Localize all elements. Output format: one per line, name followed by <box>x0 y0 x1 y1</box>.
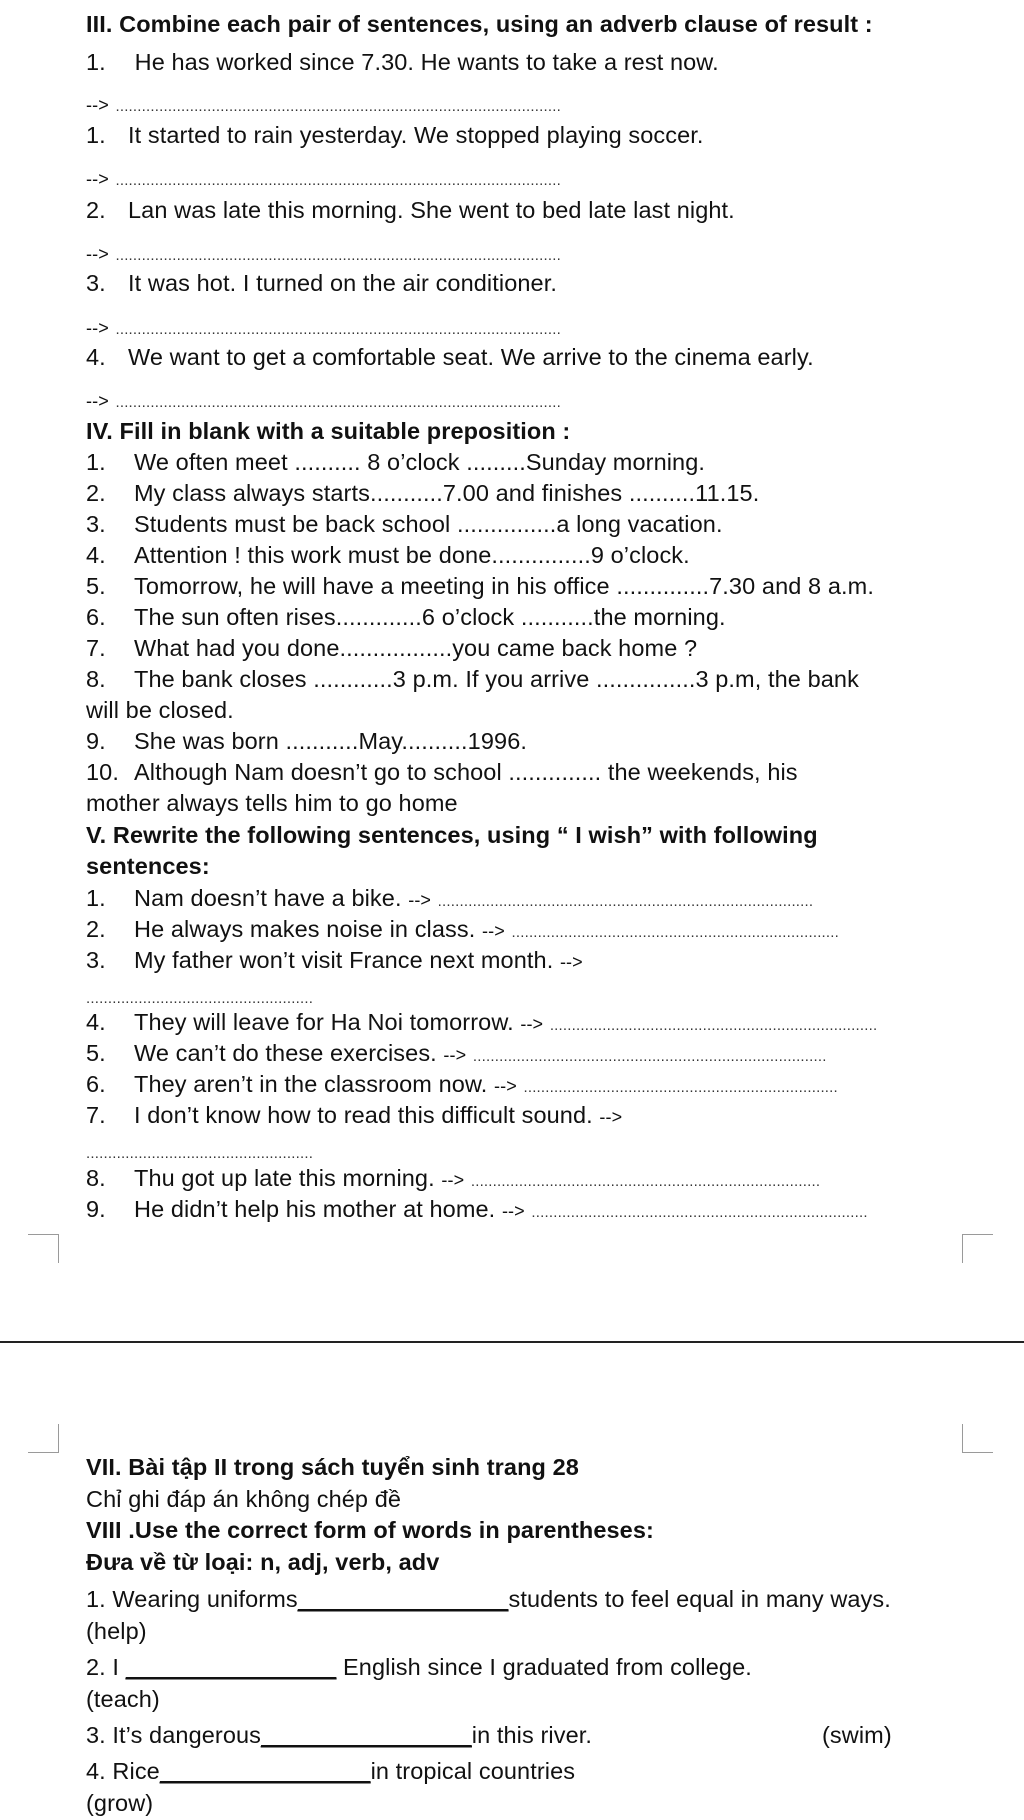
s8-blank-4[interactable]: ________________ <box>159 1758 371 1784</box>
s5-answer-5[interactable]: ................................................................................. <box>472 1048 827 1065</box>
s3-item-1: 1. He has worked since 7.30. He wants to take a rest now. <box>86 49 719 75</box>
s4-item-5: 5. Tomorrow, he will have a meeting in his office ..............7.30 and 8 a.m. <box>86 573 874 599</box>
s4-item-3: 3. Students must be back school ...............a long vacation. <box>86 511 723 537</box>
s5-item-2: 2. He always makes noise in class. --> ........................................................................... <box>86 916 840 942</box>
s4-item-1: 1. We often meet .......... 8 o’clock .........Sunday morning. <box>86 449 706 475</box>
s8-word-2: (teach) <box>86 1686 160 1712</box>
s3-item-5: 4. We want to get a comfortable seat. We arrive to the cinema early. <box>86 344 814 370</box>
s5-answer-8[interactable]: ................................................................................ <box>470 1173 821 1190</box>
s5-item-1: 1. Nam doesn’t have a bike. --> ...................................................................................... <box>86 885 814 911</box>
s4-item-4: 4. Attention ! this work must be done...............9 o’clock. <box>86 542 690 568</box>
s4-item-7: 7. What had you done.................you came back home ? <box>86 635 698 661</box>
s3-item-3: 2. Lan was late this morning. She went to bed late last night. <box>86 197 735 223</box>
page-divider <box>0 1341 1024 1343</box>
s8-blank-1[interactable]: ________________ <box>297 1586 509 1612</box>
s8-word-3: (swim) <box>822 1722 892 1748</box>
s5-item-5: 5. We can’t do these exercises. --> ................................................................................. <box>86 1040 827 1066</box>
crop-mark-top-right <box>962 1234 993 1263</box>
s8-blank-3[interactable]: ________________ <box>261 1722 472 1748</box>
s5-item-3: 3. My father won’t visit France next month. --> <box>86 947 583 973</box>
s5-answer-1[interactable]: ...................................................................................... <box>437 893 814 910</box>
s3-answer-4[interactable]: --> ...................................................................................................... <box>86 318 561 338</box>
s3-item-4: 3. It was hot. I turned on the air conditioner. <box>86 270 557 296</box>
section-7-note: Chỉ ghi đáp án không chép đề <box>86 1486 402 1512</box>
crop-mark-top-left <box>28 1234 59 1263</box>
section-8-title: VIII .Use the correct form of words in parentheses: <box>86 1517 654 1543</box>
s8-word-1: (help) <box>86 1618 147 1644</box>
section-5-title-line-2: sentences: <box>86 853 210 879</box>
s4-item-9: 9. She was born ...........May..........1996. <box>86 728 527 754</box>
s8-item-4: 4. Rice________________in tropical countries <box>86 1758 576 1784</box>
s5-item-6: 6. They aren’t in the classroom now. --> ........................................................................ <box>86 1071 838 1097</box>
s5-item-4: 4. They will leave for Ha Noi tomorrow. --> ........................................................................... <box>86 1009 878 1035</box>
s5-item-8: 8. Thu got up late this morning. --> ................................................................................ <box>86 1165 821 1191</box>
section-4-title: IV. Fill in blank with a suitable preposition : <box>86 418 571 444</box>
s4-item-10: 10. Although Nam doesn’t go to school .............. the weekends, his <box>86 759 798 785</box>
s8-blank-2[interactable]: ________________ <box>125 1654 337 1680</box>
s5-answer-6[interactable]: ........................................................................ <box>523 1079 838 1096</box>
s8-word-4: (grow) <box>86 1790 154 1816</box>
s4-item-2: 2. My class always starts...........7.00 and finishes ..........11.15. <box>86 480 760 506</box>
s4-item-8-continued: will be closed. <box>86 697 234 723</box>
section-7-title: VII. Bài tập II trong sách tuyển sinh trang 28 <box>86 1454 579 1480</box>
s4-item-10-continued: mother always tells him to go home <box>86 790 458 816</box>
section-8-note: Đưa về từ loại: n, adj, verb, adv <box>86 1549 440 1575</box>
section-3-title: III. Combine each pair of sentences, using an adverb clause of result : <box>86 11 873 37</box>
s5-item-7: 7. I don’t know how to read this difficult sound. --> <box>86 1102 623 1128</box>
s4-item-6: 6. The sun often rises.............6 o’clock ...........the morning. <box>86 604 726 630</box>
s3-answer-1[interactable]: --> ...................................................................................................... <box>86 95 561 115</box>
section-5-title-line-1: V. Rewrite the following sentences, using “ I wish” with following <box>86 822 818 848</box>
s8-item-1: 1. Wearing uniforms________________students to feel equal in many ways. <box>86 1586 891 1612</box>
s5-answer-7[interactable]: .................................................... <box>86 1145 314 1162</box>
s3-item-2: 1. It started to rain yesterday. We stopped playing soccer. <box>86 122 704 148</box>
s3-answer-2[interactable]: --> ...................................................................................................... <box>86 169 561 189</box>
s5-item-9: 9. He didn’t help his mother at home. --> ............................................................................. <box>86 1196 868 1222</box>
s5-answer-9[interactable]: ............................................................................. <box>531 1204 868 1221</box>
s5-answer-3[interactable]: .................................................... <box>86 990 314 1007</box>
s8-item-2: 2. I ________________ English since I graduated from college. <box>86 1654 752 1680</box>
s3-answer-3[interactable]: --> ...................................................................................................... <box>86 244 561 264</box>
s5-answer-2[interactable]: ........................................................................... <box>511 924 840 941</box>
s8-item-3: 3. It’s dangerous________________in this river. <box>86 1722 592 1748</box>
s5-answer-4[interactable]: ........................................................................... <box>549 1017 878 1034</box>
s3-answer-5[interactable]: --> ...................................................................................................... <box>86 391 561 411</box>
s4-item-8: 8. The bank closes ............3 p.m. If you arrive ...............3 p.m, the bank <box>86 666 859 692</box>
